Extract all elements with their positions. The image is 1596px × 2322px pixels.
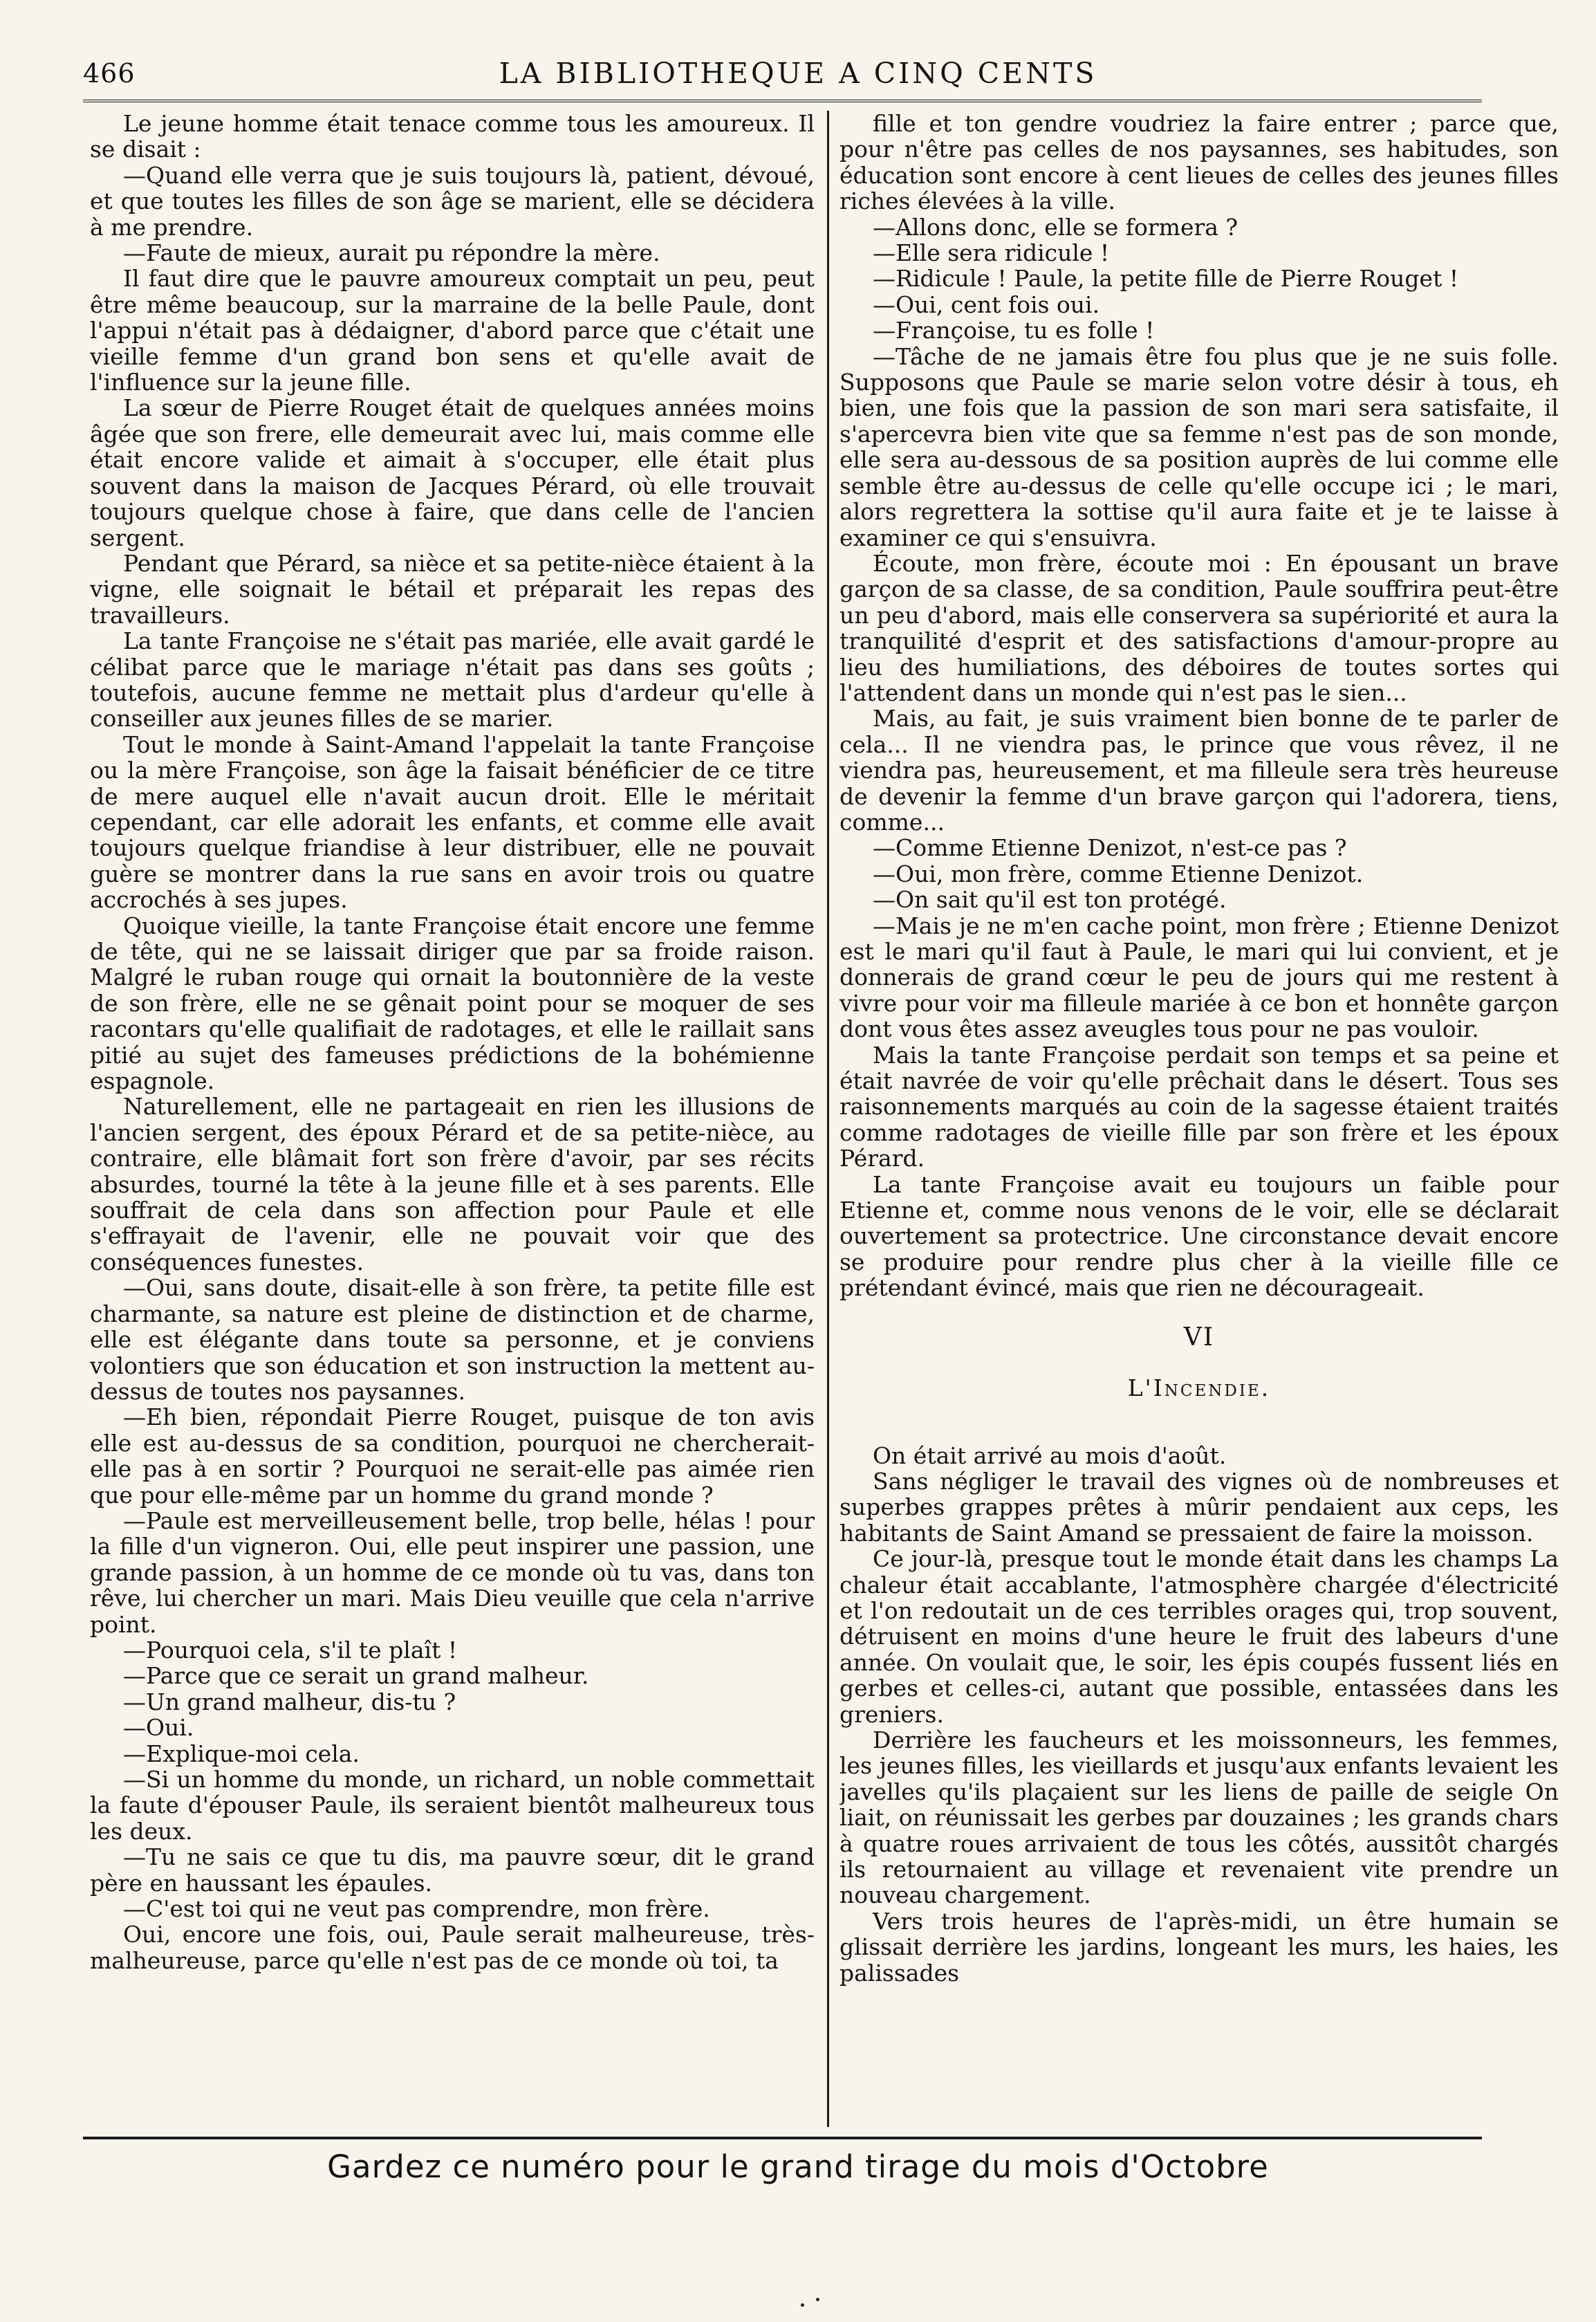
print-speck (801, 2303, 804, 2307)
paragraph: Oui, encore une fois, oui, Paule serait malheureuse, très-malheureuse, parce qu'elle n'est pas de ce monde où toi, ta (90, 1921, 815, 1974)
paragraph: Vers trois heures de l'après-midi, un être humain se glissait derrière les jardins, longeant les murs, les haies, les palissades (839, 1907, 1559, 1987)
footer-rule (83, 2137, 1482, 2139)
paragraph: Il faut dire que le pauvre amoureux comptait un peu, peut être même beaucoup, sur la marraine de la belle Paule, dont l'appui n'était pas à dédaigner, d'abord parce que c'était une vieille femme d'un grand bon sens et qu'elle avait de l'influence sur la jeune fille. (90, 265, 815, 396)
paragraph: Naturellement, elle ne partageait en rien les illusions de l'ancien sergent, des époux Pérard et de sa petite-nièce, au contraire, elle blâmait fort son frère d'avoir, par ses récits absurdes, tourné la tête à la jeune fille et à ses parents. Elle souffrait de cela dans son affection pour Paule et elle s'effrayait de l'avenir, elle ne pouvait voir que des conséquences funestes. (90, 1093, 815, 1275)
left-column (90, 111, 815, 2127)
paragraph: —Oui, cent fois oui. (873, 291, 1100, 318)
paragraph: —Parce que ce serait un grand malheur. (123, 1662, 589, 1690)
paragraph: Tout le monde à Saint-Amand l'appelait la tante Françoise ou la mère Françoise, son âge la faisait bénéficier de ce titre de mere auquel elle n'avait aucun droit. Elle le méritait cependant, car elle adorait les enfants, et comme elle avait toujours quelque friandise à leur distribuer, elle ne pouvait guère se montrer dans la rue sans en avoir trois ou quatre accrochés à ses jupes. (90, 730, 815, 914)
paragraph: Derrière les faucheurs et les moissonneurs, les femmes, les jeunes filles, les vieillards et jusqu'aux enfants levaient les javelles qu'ils plaçaient sur les liens de paille de seigle On liait, on réunissait les gerbes par douzaines ; les grands chars à quatre roues arrivaient de tous les côtés, aussitôt chargés ils retournaient au village et revenaient vite prendre un nouveau chargement. (839, 1726, 1559, 1909)
paragraph: —Oui, sans doute, disait-elle à son frère, ta petite fille est charmante, sa nature est pleine de distinction et de charme, elle est élégante dans toute sa personne, et je conviens volontiers que son éducation et son instruction la mettent au-dessus de toutes nos paysannes. (90, 1274, 815, 1405)
paragraph: —Elle sera ridicule ! (873, 239, 1110, 267)
paragraph: Écoute, mon frère, écoute moi : En épousant un brave garçon de sa classe, de sa condition, Paule souffrira peut-être un peu d'abord, mais elle conservera sa supériorité et aura la tranquilité d'esprit et des satisfactions d'amour-propre au lieu des humiliations, des déboires de toutes sortes qui l'attendent dans un monde qui n'est pas le sien... (839, 549, 1559, 706)
right-column-upper-text (839, 111, 1559, 1301)
paragraph: La tante Françoise avait eu toujours un faible pour Etienne et, comme nous venons de le voir, elle se déclarait ouvertement sa protectrice. Une circonstance devait encore se produire pour rendre plus cher à la vieille fille ce prétendant évincé, mais que rien ne décourageait. (839, 1170, 1559, 1302)
paragraph: —Faute de mieux, aurait pu répondre la mère. (123, 239, 660, 267)
paragraph: —Un grand malheur, dis-tu ? (123, 1688, 456, 1715)
paragraph: Le jeune homme était tenace comme tous les amoureux. Il se disait : (90, 111, 815, 163)
paragraph: —Explique-moi cela. (123, 1740, 360, 1767)
paragraph: La sœur de Pierre Rouget était de quelques années moins âgée que son frere, elle demeurait avec lui, mais comme elle était encore valide et aimait à s'occuper, elle était plus souvent dans la maison de Jacques Pérard, où elle trouvait toujours quelque chose à faire, que dans celle de l'ancien sergent. (90, 394, 815, 551)
paragraph: —Comme Etienne Denizot, n'est-ce pas ? (873, 834, 1347, 862)
paragraph: Sans négliger le travail des vignes où de nombreuses et superbes grappes prêtes à mûrir pendaient aux ceps, les habitants de Saint Amand se pressaient de faire la moisson. (839, 1467, 1559, 1547)
paragraph: —Ridicule ! Paule, la petite fille de Pierre Rouget ! (873, 265, 1459, 293)
paragraph: Pendant que Pérard, sa nièce et sa petite-nièce étaient à la vigne, elle soignait le bétail et préparait les repas des travailleurs. (90, 549, 815, 629)
paragraph: —Tu ne sais ce que tu dis, ma pauvre sœur, dit le grand père en haussant les épaules. (90, 1843, 815, 1897)
paragraph: —Oui. (123, 1714, 194, 1742)
paragraph: —Quand elle verra que je suis toujours là, patient, dévoué, et que toutes les filles de son âge se marient, elle se décidera à me prendre. (90, 161, 815, 241)
paragraph: fille et ton gendre voudriez la faire entrer ; parce que, pour n'être pas celles de nos paysannes, ses habitudes, son éducation sont encore à cent lieues de celles des jeunes filles riches élevées à la ville. (839, 111, 1559, 215)
print-speck (816, 2298, 819, 2301)
paragraph: —Eh bien, répondait Pierre Rouget, puisque de ton avis elle est au-dessus de sa condition, pourquoi ne chercherait-elle pas à en sortir ? Pourquoi ne serait-elle pas aimée rien que pour elle-même par un homme du grand monde ? (90, 1403, 815, 1509)
paragraph: On était arrivé au mois d'août. (873, 1441, 1227, 1469)
paragraph: —Oui, mon frère, comme Etienne Denizot. (873, 860, 1364, 887)
paragraph: Mais, au fait, je suis vraiment bien bonne de te parler de cela... Il ne viendra pas, le prince que vous rêvez, il ne viendra pas, heureusement, et ma filleule sera très heureuse de devenir la femme d'un brave garçon qui l'adorera, tiens, comme... (839, 705, 1559, 836)
right-column (839, 111, 1559, 2127)
header-rule (83, 100, 1482, 105)
paragraph: —Françoise, tu es folle ! (873, 317, 1155, 344)
column-divider (827, 111, 829, 2127)
right-column-lower-text (839, 1443, 1559, 1987)
paragraph: La tante Françoise ne s'était pas mariée, elle avait gardé le célibat parce que le mariage n'était pas dans ses goûts ; toutefois, aucune femme ne mettait plus d'ardeur qu'elle à conseiller aux jeunes filles de se marier. (90, 627, 815, 732)
paragraph: —On sait qu'il est ton protégé. (873, 886, 1227, 914)
chapter-title: L'Incendie. (1127, 1374, 1271, 1402)
paragraph: —C'est toi qui ne veut pas comprendre, mon frère. (123, 1895, 710, 1923)
paragraph: Ce jour-là, presque tout le monde était dans les champs La chaleur était accablante, l'atmosphère chargée d'électricité et l'on redoutait un de ces terribles orages qui, trop souvent, détruisent en moins d'une heure le fruit des labeurs d'une année. On voulait que, le soir, les épis coupés fussent liés en gerbes et celles-ci, autant que possible, entassées dans les greniers. (839, 1545, 1559, 1728)
page-number: 466 (83, 58, 136, 89)
paragraph: —Si un homme du monde, un richard, un noble commettait la faute d'épouser Paule, ils seraient bientôt malheureux tous les deux. (90, 1766, 815, 1845)
chapter-number: VI (1183, 1323, 1215, 1352)
paragraph: —Pourquoi cela, s'il te plaît ! (123, 1636, 458, 1664)
paragraph: —Allons donc, elle se formera ? (873, 213, 1238, 241)
paragraph: —Mais je ne m'en cache point, mon frère ; Etienne Denizot est le mari qu'il faut à Paule, le mari qui lui convient, et je donnerais de grand cœur le peu de jours qui me restent à vivre pour voir ma filleule mariée à ce bon et honnête garçon dont vous êtes assez aveugles tous pour ne pas vouloir. (839, 912, 1559, 1043)
running-title: LA BIBLIOTHEQUE A CINQ CENTS (499, 57, 1097, 90)
paragraph: —Paule est merveilleusement belle, trop belle, hélas ! pour la fille d'un vigneron. Oui, elle peut inspirer une passion, une grande passion, à un homme de ce monde où tu vas, dans ton rêve, lui chercher un mari. Mais Dieu veuille que cela n'arrive point. (90, 1506, 815, 1638)
footer-notice: Gardez ce numéro pour le grand tirage du mois d'Octobre (327, 2148, 1269, 2185)
paragraph: Mais la tante Françoise perdait son temps et sa peine et était navrée de voir qu'elle prêchait dans le désert. Tous ses raisonnements marqués au coin de la sagesse étaient traités comme radotages de vieille fille par son frère et les époux Pérard. (839, 1041, 1559, 1172)
paragraph: Quoique vieille, la tante Françoise était encore une femme de tête, qui ne se laissait diriger que par sa froide raison. Malgré le ruban rouge qui ornait la boutonnière de la veste de son frère, elle ne se gênait point pour se moquer de ses racontars qu'elle qualifiait de radotages, et elle le raillait sans pitié au sujet des fameuses prédictions de la bohémienne espagnole. (90, 912, 815, 1095)
paragraph: —Tâche de ne jamais être fou plus que je ne suis folle. Supposons que Paule se marie selon votre désir à tous, eh bien, une fois que la passion de son mari sera satisfaite, il s'apercevra bien vite que sa femme n'est pas de son monde, elle sera au-dessous de sa position auprès de lui comme elle semble être au-dessus de celle qu'elle occupe ici ; le mari, alors regrettera la sottise qu'il aura faite et je te laisse à examiner ce qui s'ensuivra. (839, 342, 1559, 551)
